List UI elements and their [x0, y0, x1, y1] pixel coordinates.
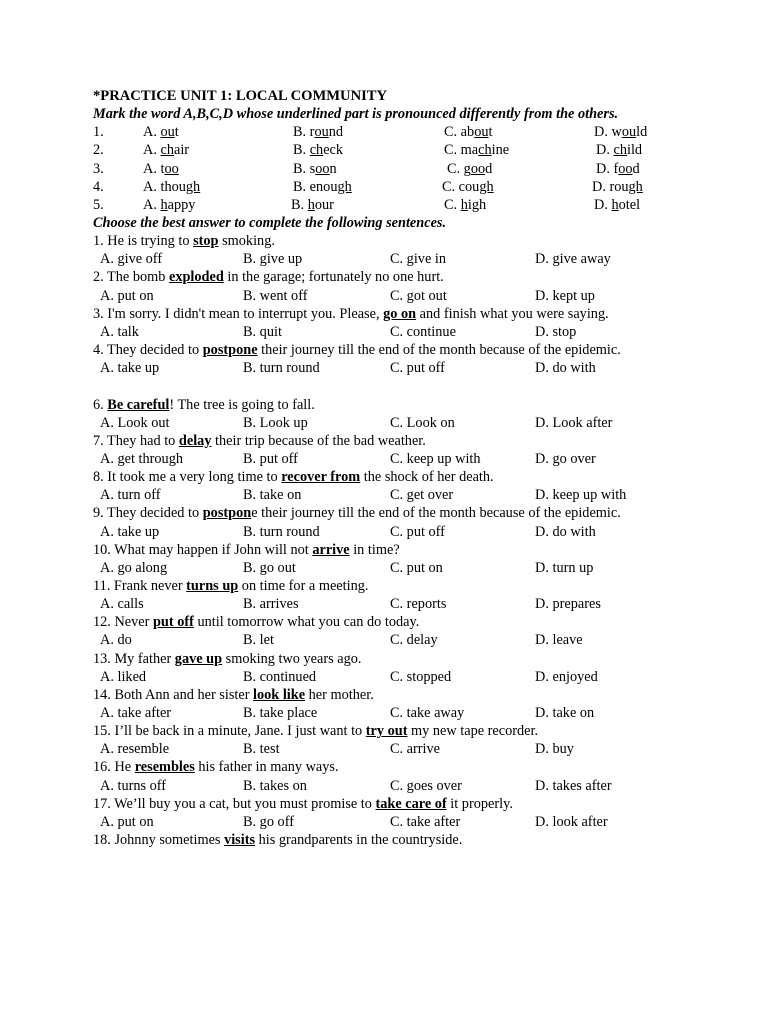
option-text: A.	[143, 196, 161, 213]
answer-option: B. turn round	[243, 523, 320, 540]
option-text: D. w	[594, 124, 622, 141]
pronunciation-row	[93, 196, 668, 214]
answer-option: D. kept up	[535, 287, 595, 304]
question-part: his grandparents in the countryside.	[255, 832, 463, 849]
option-text: C.	[444, 196, 461, 213]
question-text	[93, 432, 668, 450]
answer-option: D. turn up	[535, 559, 594, 576]
option-text: C. cou	[442, 178, 480, 195]
question-text	[93, 268, 668, 286]
question-part: on time for a meeting.	[238, 577, 369, 594]
option-text: B.	[293, 142, 310, 159]
pronunciation-number: 1.	[93, 124, 104, 141]
question-part: 17. We’ll buy you a cat, but you must promise to	[93, 795, 376, 812]
question-part: smoking two years ago.	[222, 650, 362, 667]
option-text: ine	[491, 142, 510, 159]
question-text	[93, 758, 668, 776]
answer-option: B. take place	[243, 705, 318, 722]
option-text: our	[314, 196, 334, 213]
blank-line	[93, 377, 668, 395]
answer-options	[93, 414, 668, 432]
answer-options	[93, 704, 668, 722]
question-part: 14. Both Ann and her sister	[93, 686, 254, 703]
question-text	[93, 613, 668, 631]
question-part: 16. He	[93, 759, 135, 776]
answer-options	[93, 777, 668, 795]
option-text: eck	[323, 142, 344, 159]
answer-option: A. do	[100, 632, 132, 649]
question-text	[93, 577, 668, 595]
underlined-sound: h	[611, 196, 619, 213]
answer-option: A. take up	[100, 523, 160, 540]
answer-option: C. give in	[390, 251, 446, 268]
option-text: D.	[594, 196, 612, 213]
question-text	[93, 341, 668, 359]
option-text: appy	[167, 196, 196, 213]
question-part: 6.	[93, 396, 108, 413]
question-part: ! The tree is going to fall.	[169, 396, 315, 413]
pronunciation-instruction: Mark the word A,B,C,D whose underlined part is pronounced differently from the others.	[93, 106, 619, 123]
answer-option: C. take away	[390, 705, 465, 722]
pronunciation-number: 2.	[93, 142, 104, 159]
answer-option: C. put off	[390, 360, 445, 377]
pronunciation-option	[447, 160, 492, 178]
question-keyword: take care of	[375, 795, 447, 812]
answer-option: C. delay	[390, 632, 438, 649]
option-text: t	[174, 124, 179, 141]
pronunciation-option	[444, 123, 492, 141]
underlined-sound: gh	[185, 178, 201, 195]
underlined-sound: h	[160, 196, 168, 213]
answer-option: A. calls	[100, 596, 144, 613]
underlined-sound: ou	[621, 124, 637, 141]
answer-option: D. Look after	[535, 414, 613, 431]
answer-options	[93, 813, 668, 831]
underlined-sound: ch	[478, 142, 492, 159]
answer-option: B. put off	[243, 450, 298, 467]
pronunciation-option	[293, 123, 343, 141]
question-text	[93, 541, 668, 559]
pronunciation-option	[143, 196, 195, 214]
question-part: her mother.	[305, 686, 374, 703]
option-text: C. ab	[444, 124, 475, 141]
option-text: t	[488, 124, 493, 141]
question-part: their journey till the end of the month because of the epidemic.	[257, 342, 621, 359]
pronunciation-option	[143, 178, 200, 196]
option-text: A.	[143, 124, 161, 141]
answer-option: A. Look out	[100, 414, 170, 431]
answer-option: D. buy	[535, 741, 574, 758]
question-part: 12. Never	[93, 614, 153, 631]
question-keyword: look like	[253, 686, 306, 703]
answer-options	[93, 595, 668, 613]
pronunciation-option	[143, 123, 179, 141]
option-text: d	[485, 160, 493, 177]
answer-option: D. keep up with	[535, 487, 627, 504]
underlined-sound: ch	[160, 142, 174, 159]
answer-option: B. go off	[243, 813, 294, 830]
answer-options	[93, 359, 668, 377]
option-text: C. g	[447, 160, 471, 177]
question-keyword: recover from	[281, 469, 361, 486]
option-text: air	[173, 142, 190, 159]
pronunciation-option	[444, 141, 509, 159]
answer-option: C. got out	[390, 287, 447, 304]
pronunciation-number: 5.	[93, 196, 104, 213]
answer-options	[93, 559, 668, 577]
question-keyword: delay	[178, 432, 212, 449]
question-text	[93, 232, 668, 250]
answer-options	[93, 250, 668, 268]
answer-option: D. takes after	[535, 777, 612, 794]
option-text: A.	[143, 142, 161, 159]
answer-option: A. give off	[100, 251, 163, 268]
question-part: 11. Frank never	[93, 577, 187, 594]
question-part: 4. They decided to	[93, 342, 203, 359]
underlined-sound: oo	[618, 160, 633, 177]
question-text	[93, 650, 668, 668]
worksheet-title: *PRACTICE UNIT 1: LOCAL COMMUNITY	[93, 88, 388, 104]
pronunciation-option	[442, 178, 494, 196]
option-text: nd	[328, 124, 344, 141]
question-part: 13. My father	[93, 650, 175, 667]
answer-option: A. put on	[100, 813, 154, 830]
answer-option: D. prepares	[535, 596, 601, 613]
answer-option: B. go out	[243, 559, 296, 576]
question-keyword: arrive	[312, 541, 350, 558]
underlined-sound: gh	[628, 178, 643, 195]
question-part: their trip because of the bad weather.	[211, 432, 426, 449]
answer-options	[93, 668, 668, 686]
question-text	[93, 305, 668, 323]
pronunciation-row	[93, 160, 668, 178]
question-part: and finish what you were saying.	[416, 305, 609, 322]
answer-option: C. get over	[390, 487, 454, 504]
question-part: 8. It took me a very long time to	[93, 469, 282, 486]
underlined-sound: h	[460, 196, 468, 213]
pronunciation-option	[291, 196, 334, 214]
pronunciation-option	[594, 123, 647, 141]
pronunciation-row	[93, 123, 668, 141]
question-keyword: gave up	[174, 650, 223, 667]
pronunciation-option	[592, 178, 643, 196]
pronunciation-number: 3.	[93, 160, 104, 177]
question-keyword: resembles	[134, 759, 195, 776]
underlined-sound: oo	[470, 160, 486, 177]
answer-option: C. stopped	[390, 668, 452, 685]
question-part: his father in many ways.	[194, 759, 339, 776]
pronunciation-option	[143, 141, 189, 159]
question-keyword: postpon	[202, 505, 252, 522]
answer-option: D. leave	[535, 632, 583, 649]
option-text: d	[632, 160, 640, 177]
question-part: 18. Johnny sometimes	[93, 832, 225, 849]
answer-option: C. take after	[390, 813, 461, 830]
option-text: B. s	[293, 160, 316, 177]
option-text: B. r	[293, 124, 315, 141]
option-text: B. enou	[293, 178, 338, 195]
answer-option: B. let	[243, 632, 274, 649]
pronunciation-option	[596, 160, 640, 178]
answer-options	[93, 486, 668, 504]
pronunciation-option	[293, 178, 352, 196]
underlined-sound: ch	[309, 142, 324, 159]
underlined-sound: gh	[479, 178, 494, 195]
question-keyword: put off	[152, 614, 194, 631]
underlined-sound: ou	[160, 124, 175, 141]
question-part: 9. They decided to	[93, 505, 203, 522]
question-keyword: turns up	[186, 577, 239, 594]
pronunciation-row	[93, 141, 668, 159]
question-part: 15. I’ll be back in a minute, Jane. I just want to	[93, 723, 366, 740]
answer-option: D. take on	[535, 705, 595, 722]
sentences-section	[93, 232, 668, 849]
question-keyword: Be careful	[107, 396, 170, 413]
answer-option: B. test	[243, 741, 280, 758]
pronunciation-option	[594, 196, 640, 214]
answer-option: C. Look on	[390, 414, 455, 431]
option-text: B.	[291, 196, 308, 213]
question-part: 2. The bomb	[93, 269, 169, 286]
answer-option: A. take after	[100, 705, 172, 722]
answer-option: A. take up	[100, 360, 160, 377]
option-text: C. ma	[444, 142, 479, 159]
question-keyword: go on	[383, 305, 417, 322]
answer-option: B. turn round	[243, 360, 320, 377]
answer-option: A. get through	[100, 450, 183, 467]
question-text	[93, 686, 668, 704]
pronunciation-option	[444, 196, 486, 214]
question-part: in the garage; fortunately no one hurt.	[223, 269, 444, 286]
question-part: smoking.	[218, 233, 275, 250]
answer-option: C. put on	[390, 559, 443, 576]
question-part: it properly.	[446, 795, 513, 812]
option-text: A. t	[143, 160, 165, 177]
question-keyword: exploded	[168, 269, 224, 286]
answer-option: B. give up	[243, 251, 303, 268]
underlined-sound: gh	[337, 178, 352, 195]
answer-option: A. liked	[100, 668, 147, 685]
pronunciation-row	[93, 178, 668, 196]
answer-option: D. go over	[535, 450, 596, 467]
question-text	[93, 396, 668, 414]
question-part: 10. What may happen if John will not	[93, 541, 313, 558]
answer-option: A. turns off	[100, 777, 167, 794]
answer-option: A. talk	[100, 323, 139, 340]
answer-option: C. put off	[390, 523, 445, 540]
pronunciation-option	[293, 141, 343, 159]
underlined-sound: ou	[314, 124, 329, 141]
answer-options	[93, 523, 668, 541]
question-part: until tomorrow what you can do today.	[193, 614, 420, 631]
answer-option: C. keep up with	[390, 450, 481, 467]
option-text: A. thou	[143, 178, 186, 195]
question-text	[93, 504, 668, 522]
question-keyword: try out	[365, 723, 408, 740]
question-part: in time?	[349, 541, 400, 558]
question-text	[93, 722, 668, 740]
answer-option: D. enjoyed	[535, 668, 598, 685]
answer-option: A. go along	[100, 559, 168, 576]
sentences-instruction: Choose the best answer to complete the following sentences.	[93, 215, 447, 232]
answer-option: A. resemble	[100, 741, 170, 758]
option-text: ild	[626, 142, 643, 159]
answer-option: B. quit	[243, 323, 282, 340]
answer-option: D. give away	[535, 251, 611, 268]
answer-options	[93, 740, 668, 758]
answer-option: C. continue	[390, 323, 456, 340]
pronunciation-option	[293, 160, 337, 178]
question-part: 1. He is trying to	[93, 233, 194, 250]
answer-option: C. reports	[390, 596, 447, 613]
pronunciation-number: 4.	[93, 178, 104, 195]
question-text	[93, 468, 668, 486]
answer-option: C. goes over	[390, 777, 462, 794]
question-keyword: postpone	[202, 342, 258, 359]
answer-option: A. turn off	[100, 487, 161, 504]
answer-options	[93, 323, 668, 341]
underlined-sound: ch	[613, 142, 627, 159]
answer-option: D. stop	[535, 323, 577, 340]
answer-options	[93, 287, 668, 305]
answer-option: B. arrives	[243, 596, 299, 613]
answer-option: A. put on	[100, 287, 154, 304]
pronunciation-section	[93, 123, 668, 214]
answer-option: D. do with	[535, 523, 596, 540]
answer-option: B. continued	[243, 668, 317, 685]
question-keyword: visits	[224, 832, 256, 849]
question-part: e their journey till the end of the month because of the epidemic.	[251, 505, 621, 522]
pronunciation-option	[143, 160, 179, 178]
question-part: my new tape recorder.	[407, 723, 539, 740]
worksheet	[93, 87, 668, 849]
answer-option: B. take on	[243, 487, 302, 504]
answer-option: B. Look up	[243, 414, 308, 431]
option-text: D. f	[596, 160, 619, 177]
answer-option: C. arrive	[390, 741, 441, 758]
question-text	[93, 795, 668, 813]
question-part: the shock of her death.	[360, 469, 494, 486]
option-text: D.	[596, 142, 614, 159]
underlined-sound: ou	[474, 124, 489, 141]
option-text: n	[329, 160, 337, 177]
answer-option: B. went off	[243, 287, 308, 304]
pronunciation-option	[596, 141, 642, 159]
question-part: 3. I'm sorry. I didn't mean to interrupt you. Please,	[93, 305, 384, 322]
option-text: otel	[618, 196, 641, 213]
answer-option: D. do with	[535, 360, 596, 377]
option-text: ld	[636, 124, 648, 141]
underlined-sound: oo	[164, 160, 179, 177]
option-text: D. rou	[592, 178, 629, 195]
answer-options	[93, 631, 668, 649]
question-part: 7. They had to	[93, 432, 179, 449]
answer-option: B. takes on	[243, 777, 307, 794]
option-text: igh	[467, 196, 487, 213]
answer-option: D. look after	[535, 813, 608, 830]
underlined-sound: h	[307, 196, 315, 213]
underlined-sound: oo	[315, 160, 330, 177]
answer-options	[93, 450, 668, 468]
question-keyword: stop	[193, 233, 219, 250]
question-text	[93, 831, 668, 849]
